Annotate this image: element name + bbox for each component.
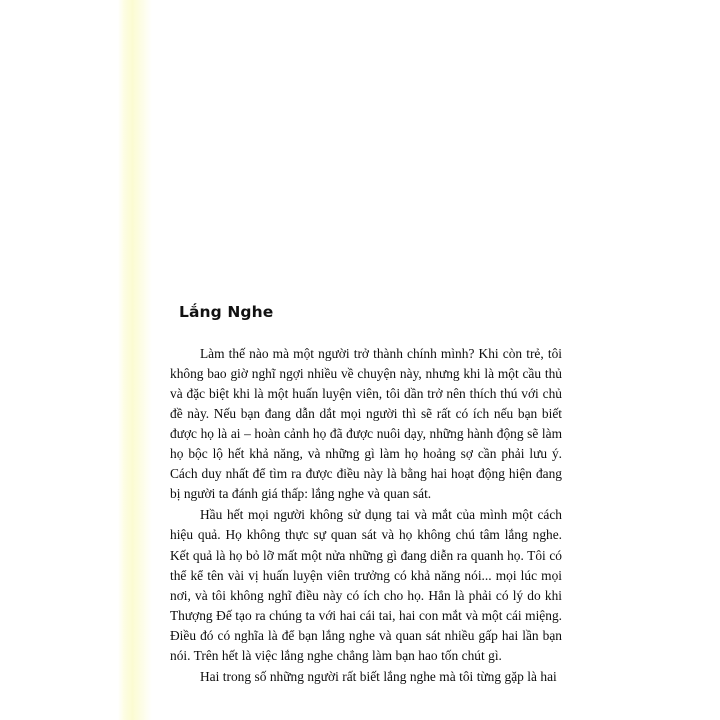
body-paragraph: Làm thế nào mà một người trở thành chính mình? Khi còn trẻ, tôi không bao giờ nghĩ ngợi nhiều về chuyện này, nhưng khi là một cầu thủ và đặc biệt khi là một huấn luyện viên, tôi dần trở nên thích thú với chủ đề này. Nếu bạn đang dẫn dắt mọi người thì sẽ rất có ích nếu bạn biết được họ là ai – hoàn cảnh họ đã được nuôi dạy, những hành động sẽ làm họ bộc lộ hết khả năng, và những gì làm họ hoảng sợ cần phải lưu ý. Cách duy nhất để tìm ra được điều này là bằng hai hoạt động hiện đang bị người ta đánh giá thấp: lắng nghe và quan sát.	[170, 345, 562, 502]
chapter-heading: Lắng Nghe	[179, 303, 274, 321]
body-paragraph: Hầu hết mọi người không sử dụng tai và mắt của mình một cách hiệu quả. Họ không thực sự quan sát và họ không chú tâm lắng nghe. Kết quả là họ bỏ lỡ mất một nửa những gì đang diễn ra quanh họ. Tôi có thể kể tên vài vị huấn luyện viên trưởng có khả năng nói... mọi lúc mọi nơi, và tôi không nghĩ điều này có ích cho họ. Hẳn là phải có lý do khi Thượng Đế tạo ra chúng ta với hai cái tai, hai con mắt và một cái miệng. Điều đó có nghĩa là để bạn lắng nghe và quan sát nhiều gấp hai lần bạn nói. Trên hết là việc lắng nghe chẳng làm bạn hao tốn chút gì.	[170, 507, 562, 663]
body-paragraph: Hai trong số những người rất biết lắng nghe mà tôi từng gặp là hai	[200, 669, 557, 685]
page-content-column	[170, 303, 562, 688]
page-gutter-shadow-strip	[118, 0, 152, 720]
